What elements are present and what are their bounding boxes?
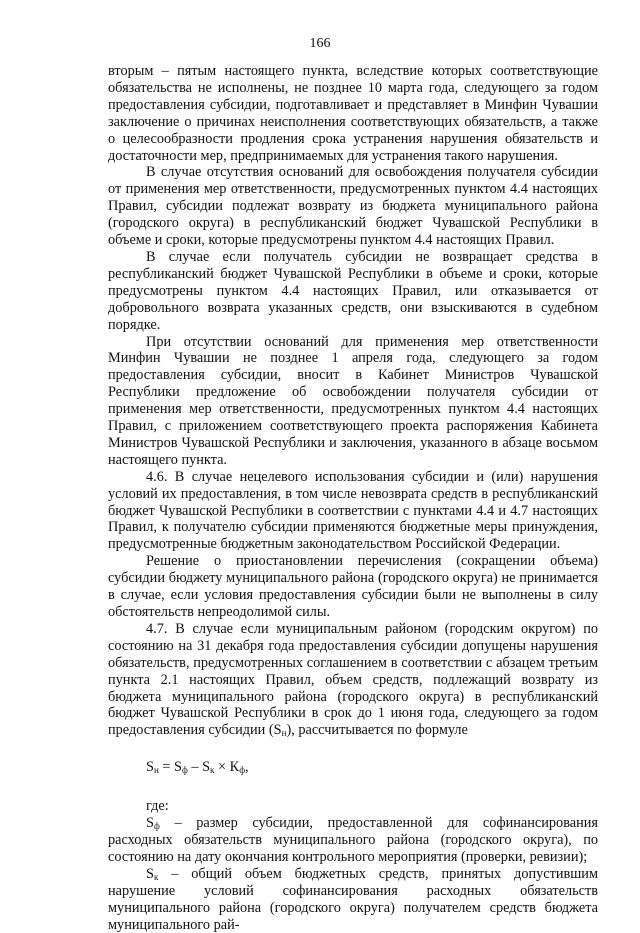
formula-sk: S bbox=[202, 759, 211, 776]
definition-sk-subscript: к bbox=[153, 871, 159, 882]
paragraph-minfin-proposal: При отсутствии оснований для применения мер ответственности Минфин Чувашии не позднее 1 апреля года, следующего за годом предоставления субсидии, вносит в Кабинет Министров Чувашской Республики предложение об освобождении получателя субсидии от применения мер ответственности, предусмотренных пунктом 4.4 настоящих Правил, с приложением соответствующего проекта распоряжения Кабинета Министров Чувашской Республики и заключения, указанного в абзаце восьмом настоящего пункта. bbox=[108, 333, 598, 468]
paragraph-4-7-subscript: н bbox=[281, 728, 287, 739]
paragraph-continuation: вторым – пятым настоящего пункта, вследствие которых соответствующие обязательства не исполнены, не позднее 10 марта года, следующего за годом предоставления субсидии, подготавливает и представляет в Минфин Чувашии заключение о причинах неисполнения соответствующих обязательств, а также о целесообразности продления срока устранения нарушения обязательств и достаточности мер, предпринимаемых для устранения такого нарушения. bbox=[108, 63, 598, 164]
formula-kf-sub: ф bbox=[239, 765, 246, 776]
formula bbox=[108, 759, 598, 776]
where-label: где: bbox=[146, 798, 169, 815]
formula-eq: = bbox=[158, 759, 174, 776]
formula-sn-sub: н bbox=[153, 765, 159, 776]
formula-sk-sub: к bbox=[210, 765, 215, 776]
formula-sf-sub: ф bbox=[181, 765, 188, 776]
definition-sf-symbol: S bbox=[146, 815, 154, 832]
formula-end: , bbox=[245, 759, 249, 776]
paragraph-recovery: В случае если получатель субсидии не возвращает средства в республиканский бюджет Чувашской Республики в объеме и сроки, которые предусмотрены пунктом 4.4 настоящих Правил, или отказывается от добровольного возврата указанных средств, они взыскиваются в судебном порядке. bbox=[108, 248, 598, 333]
definition-sk-symbol: S bbox=[146, 865, 154, 882]
definition-sf-subscript: ф bbox=[153, 821, 160, 832]
paragraph-4-7-end: ), рассчитывается по формуле bbox=[286, 722, 468, 739]
paragraph-4-7-text: 4.7. В случае если муниципальным районом (городским округом) по состоянию на 31 декабря года предоставления субсидии допущены нарушения обязательств, предусмотренных соглашением в соответствии с абзацем третьим пункта 2.1 настоящих Правил, объем средств, подлежащий возврату из бюджета муниципального района (городского округа) в республиканский бюджет Чувашской Республики в срок до 1 июня года, следующего за годом предоставления субсидии (S bbox=[108, 620, 598, 739]
definition-sf-text: – размер субсидии, предоставленной для софинансирования расходных обязательств муниципального района (городского округа), по состоянию на дату окончания контрольного мероприятия (проверки, ревизии); bbox=[108, 815, 598, 865]
page-number: 166 bbox=[309, 36, 331, 51]
paragraph-4-7 bbox=[108, 621, 598, 739]
formula-kf: К bbox=[229, 759, 240, 776]
document-body bbox=[108, 63, 598, 933]
paragraph-4-6: 4.6. В случае нецелевого использования субсидии и (или) нарушения условий их предоставления, в том числе невозврата средств в республиканский бюджет Чувашской Республики в соответствии с пунктами 4.4 и 4.7 настоящих Правил, к получателю субсидии применяются бюджетные меры принуждения, предусмотренные бюджетным законодательством Российской Федерации. bbox=[108, 468, 598, 553]
formula-minus: – bbox=[187, 759, 203, 776]
formula-sn: S bbox=[146, 759, 154, 776]
formula-sf: S bbox=[174, 759, 182, 776]
paragraph-exemption: В случае отсутствия оснований для освобождения получателя субсидии от применения мер ответственности, предусмотренных пунктом 4.4 настоящих Правил, субсидии подлежат возврату из бюджета муниципального района (городского округа) в республиканский бюджет Чувашской Республики в объеме и сроки, которые предусмотрены пунктом 4.4 настоящих Правил. bbox=[108, 164, 598, 249]
definition-sk-text: – общий объем бюджетных средств, принятых допустившим нарушение условий софинансирования расходных обязательств муниципального района (городского округа) получателем средств бюджета муниципального рай- bbox=[108, 865, 598, 933]
formula-times: × bbox=[214, 759, 230, 776]
definition-sf bbox=[108, 815, 598, 866]
paragraph-suspension: Решение о приостановлении перечисления (сокращении объема) субсидии бюджету муниципального района (городского округа) не принимается в случае, если условия предоставления субсидии были не выполнены в силу обстоятельств непреодолимой силы. bbox=[108, 553, 598, 620]
definition-sk bbox=[108, 866, 598, 933]
